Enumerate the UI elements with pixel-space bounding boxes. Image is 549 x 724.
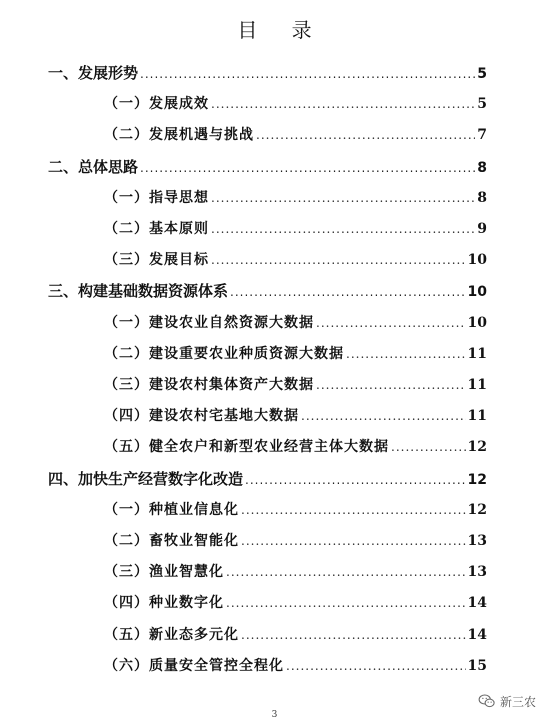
toc-entry-label: （六）质量安全管控全程化 [104, 657, 284, 674]
toc-dot-leader [211, 97, 475, 111]
toc-dot-leader [226, 565, 466, 579]
toc-dot-leader [301, 409, 466, 423]
toc-subsection-entry[interactable] [104, 592, 487, 614]
toc-entry-page: 12 [467, 501, 487, 518]
toc-subsection-entry[interactable] [104, 218, 487, 240]
toc-dot-leader [286, 659, 466, 673]
toc-entry-page: 8 [477, 159, 487, 176]
toc-entry-page: 11 [467, 408, 487, 425]
toc-entry-label: （二）发展机遇与挑战 [104, 127, 254, 144]
toc-subsection-entry[interactable] [104, 187, 487, 209]
toc-dot-leader [211, 222, 475, 236]
toc-subsection-entry[interactable] [104, 561, 487, 583]
toc-entry-page: 10 [467, 252, 487, 269]
toc-entry-page: 10 [467, 284, 487, 301]
toc-entry-label: （一）建设农业自然资源大数据 [104, 314, 314, 331]
page-title: 目 录 [237, 18, 326, 42]
toc-dot-leader [316, 316, 466, 330]
toc-entry-label: （五）新业态多元化 [104, 626, 239, 643]
toc-dot-leader [211, 253, 466, 267]
toc-section-entry[interactable] [48, 156, 487, 178]
toc-entry-label: （四）建设农村宅基地大数据 [104, 408, 299, 425]
toc-section-entry[interactable] [48, 468, 487, 490]
toc-entry-label: （一）指导思想 [104, 189, 209, 206]
toc-subsection-entry[interactable] [104, 124, 487, 146]
toc-entry-page: 13 [467, 564, 487, 581]
toc-entry-page: 13 [467, 533, 487, 549]
toc-entry-page: 10 [467, 314, 487, 331]
toc-entry-label: 一、发展形势 [48, 64, 139, 82]
toc-entry-label: （三）发展目标 [104, 252, 209, 269]
wechat-icon [478, 692, 496, 710]
toc-subsection-entry[interactable] [104, 499, 487, 521]
toc-dot-leader [241, 503, 466, 517]
toc-entry-page: 9 [477, 221, 487, 237]
toc-subsection-entry[interactable] [104, 530, 487, 552]
toc-subsection-entry[interactable] [104, 436, 487, 458]
toc-entry-page: 5 [477, 66, 487, 82]
toc-subsection-entry[interactable] [104, 374, 487, 396]
toc-dot-leader [226, 596, 466, 610]
toc-dot-leader [241, 534, 466, 548]
toc-dot-leader [140, 161, 475, 175]
toc-entry-page: 14 [467, 595, 487, 612]
toc-subsection-entry[interactable] [104, 343, 487, 365]
toc-dot-leader [241, 628, 466, 642]
toc-dot-leader [211, 191, 475, 205]
toc-dot-leader [316, 378, 466, 392]
toc-entry-page: 15 [467, 657, 487, 674]
toc-entry-page: 11 [467, 377, 487, 393]
toc-entry-page: 14 [467, 626, 487, 643]
toc-section-entry[interactable] [48, 62, 487, 84]
toc-entry-label: （一）种植业信息化 [104, 501, 239, 518]
toc-subsection-entry[interactable] [104, 249, 487, 271]
toc-dot-leader [140, 67, 475, 81]
toc-dot-leader [230, 285, 466, 299]
toc-subsection-entry[interactable] [104, 655, 487, 677]
toc-dot-leader [391, 440, 466, 454]
toc-dot-leader [256, 128, 475, 142]
toc-entry-page: 11 [467, 345, 487, 362]
toc-entry-label: 四、加快生产经营数字化改造 [48, 469, 244, 488]
toc-entry-page: 7 [477, 127, 487, 144]
toc-entry-label: （三）建设农村集体资产大数据 [104, 377, 314, 393]
toc-entry-page: 5 [477, 96, 487, 113]
toc-dot-leader [245, 473, 466, 487]
toc-entry-label: （四）种业数字化 [104, 595, 224, 612]
toc-entry-label: （五）健全农户和新型农业经营主体大数据 [104, 439, 389, 456]
toc-entry-label: （三）渔业智慧化 [104, 564, 224, 581]
toc-subsection-entry[interactable] [104, 312, 487, 334]
toc-entry-page: 12 [467, 439, 487, 456]
toc-entry-label: （二）建设重要农业种质资源大数据 [104, 345, 344, 362]
watermark-text: 新三农 [500, 694, 537, 709]
toc-entry-label: 二、总体思路 [48, 157, 139, 176]
toc-entry-label: （二）畜牧业智能化 [104, 533, 239, 549]
toc-entry-label: 三、构建基础数据资源体系 [48, 282, 229, 301]
watermark [478, 690, 544, 712]
toc-entry-page: 8 [477, 189, 487, 206]
toc-dot-leader [346, 347, 466, 361]
page-number: 3 [271, 710, 278, 720]
toc-subsection-entry[interactable] [104, 405, 487, 427]
toc-section-entry[interactable] [48, 280, 487, 302]
toc-entry-label: （二）基本原则 [104, 221, 209, 237]
toc-entry-label: （一）发展成效 [104, 96, 209, 113]
toc-subsection-entry[interactable] [104, 624, 487, 646]
toc-subsection-entry[interactable] [104, 93, 487, 115]
toc-entry-page: 12 [467, 471, 487, 488]
